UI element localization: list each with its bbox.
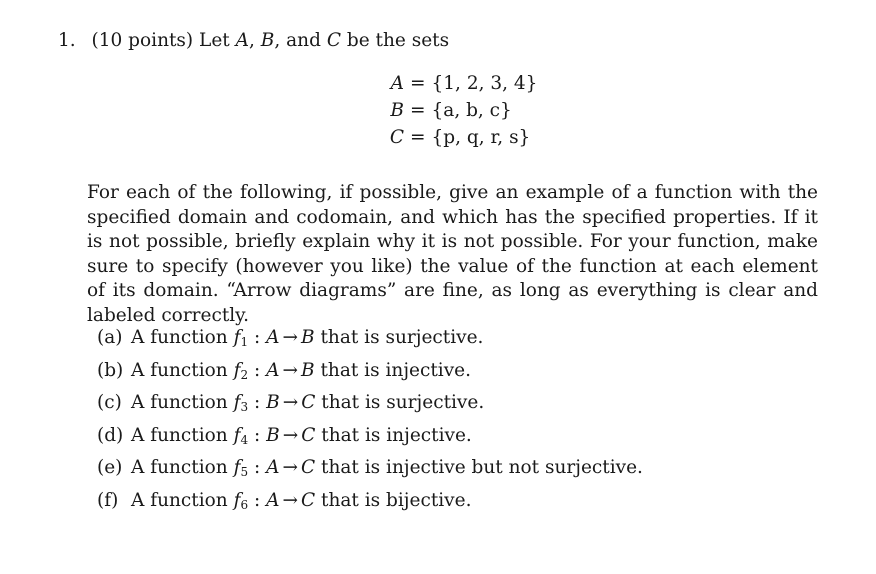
and-text: , and: [274, 30, 321, 51]
maps-to-arrow: →: [282, 489, 298, 511]
codomain-set: C: [301, 392, 316, 413]
function-subscript: 4: [240, 432, 249, 447]
part-item: [97, 322, 643, 355]
set-row-a: [384, 70, 537, 97]
part-label: (d): [97, 424, 124, 446]
colon: :: [253, 457, 261, 478]
set-elements: {p, q, r, s}: [431, 127, 531, 148]
instructions-paragraph: For each of the following, if possible, give an example of a function with the specified domain and codomain, and which has the specified properties. If it is not possible, briefly explain why it is not possible. For your function, make sure to specify (however you like) the value of the function at each element of its domain. “Arrow diagrams” are fine, as long as everything is clear and labeled correctly.: [87, 182, 818, 326]
set-name: C: [389, 127, 404, 148]
colon: :: [253, 392, 261, 413]
set-name: A: [390, 73, 404, 94]
property-text: bijective.: [386, 489, 472, 511]
that-is-text: that is: [321, 457, 381, 478]
part-prefix: A function: [131, 424, 228, 446]
part-prefix: A function: [131, 489, 228, 511]
maps-to-arrow: →: [282, 392, 299, 413]
function-subscript: 2: [240, 367, 249, 382]
codomain-set: C: [300, 489, 316, 511]
problem-points: (10 points): [91, 30, 194, 51]
set-c-symbol: C: [326, 30, 341, 51]
set-name: B: [390, 100, 404, 121]
function-subscript: 1: [240, 335, 249, 349]
part-item: [97, 355, 643, 388]
part-label: (f): [97, 489, 119, 511]
function-name: f: [233, 359, 241, 381]
problem-heading: [58, 29, 449, 53]
part-label: (e): [97, 457, 123, 478]
domain-set: A: [266, 457, 280, 478]
part-item: [97, 452, 643, 485]
property-text: injective.: [386, 424, 472, 446]
function-name: f: [233, 392, 241, 413]
that-is-text: that is: [321, 489, 381, 511]
that-is-text: that is: [321, 392, 381, 413]
colon: :: [253, 424, 261, 446]
codomain-set: C: [301, 424, 316, 446]
comma: ,: [248, 30, 255, 51]
property-text: surjective.: [385, 327, 484, 348]
domain-set: A: [266, 489, 280, 511]
part-item: [97, 485, 643, 518]
set-a-symbol: A: [235, 30, 249, 51]
part-item: [97, 420, 643, 453]
set-definitions: [384, 70, 537, 151]
function-name: f: [233, 327, 241, 348]
domain-set: B: [266, 392, 280, 413]
function-subscript: 6: [240, 497, 249, 512]
equals-sign: =: [410, 73, 426, 94]
set-row-b: [384, 97, 537, 124]
that-is-text: that is: [320, 327, 380, 348]
that-is-text: that is: [321, 424, 381, 446]
maps-to-arrow: →: [282, 457, 298, 478]
that-is-text: that is: [320, 359, 380, 381]
set-row-c: [384, 124, 537, 151]
set-elements: {1, 2, 3, 4}: [431, 73, 538, 94]
set-b-symbol: B: [260, 30, 275, 51]
domain-set: A: [266, 327, 280, 348]
equals-sign: =: [410, 127, 426, 148]
parts-list: [97, 322, 643, 517]
maps-to-arrow: →: [282, 424, 299, 446]
problem-number: 1.: [58, 30, 76, 51]
function-name: f: [233, 489, 241, 511]
domain-set: B: [266, 424, 280, 446]
codomain-set: C: [300, 457, 316, 478]
domain-set: A: [266, 359, 280, 381]
set-elements: {a, b, c}: [431, 100, 512, 121]
maps-to-arrow: →: [282, 359, 298, 381]
function-subscript: 3: [240, 400, 249, 414]
function-name: f: [233, 424, 241, 446]
part-label: (a): [97, 327, 123, 348]
part-prefix: A function: [131, 359, 228, 381]
property-text: injective but not surjective.: [386, 457, 643, 478]
part-prefix: A function: [131, 392, 228, 413]
problem-tail: be the sets: [346, 30, 450, 51]
codomain-set: B: [300, 359, 315, 381]
part-prefix: A function: [131, 327, 228, 348]
equals-sign: =: [410, 100, 426, 121]
function-name: f: [233, 457, 241, 478]
part-prefix: A function: [131, 457, 228, 478]
colon: :: [253, 359, 261, 381]
property-text: surjective.: [386, 392, 485, 413]
colon: :: [253, 489, 261, 511]
codomain-set: B: [300, 327, 315, 348]
part-item: [97, 387, 643, 420]
problem-intro: Let: [199, 30, 230, 51]
property-text: injective.: [385, 359, 471, 381]
part-label: (c): [97, 392, 122, 413]
maps-to-arrow: →: [282, 327, 298, 348]
colon: :: [253, 327, 261, 348]
part-label: (b): [97, 359, 124, 381]
function-subscript: 5: [240, 465, 249, 479]
